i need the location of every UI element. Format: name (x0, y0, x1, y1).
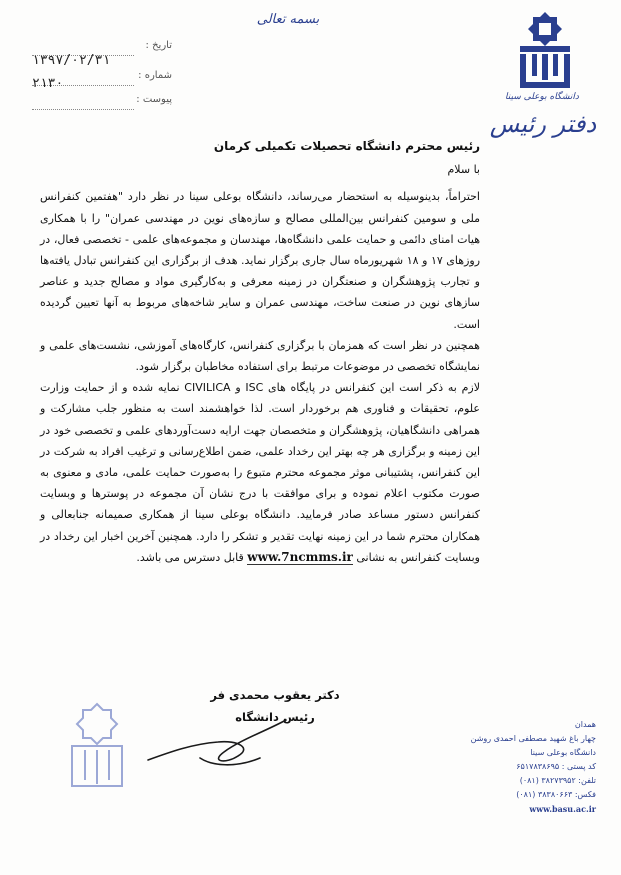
footer-university: دانشگاه بوعلی سینا (530, 748, 596, 757)
university-emblem-icon (512, 10, 578, 90)
office-title: دفتر رئیس (489, 110, 597, 138)
date-label: تاریخ : (145, 40, 172, 51)
attachment-row (22, 94, 172, 112)
request-text: لازم به ذکر است این کنفرانس در پایگاه های ISC و CIVILICA نمایه شده و از حمایت وزارت علوم، تحقیقات و فناوری هم برخوردار است. لذا خواهشمند است به منظور جلب مشارکت و همراهی دانشگاهیان، پژوهشگران و متخصصان جهت ارایه دست‌آوردهای علمی و تخصصی خود در این زمینه و برگزاری هر چه بهتر این رخداد علمی، ضمن اطلاع‌رسانی و ترغیب افراد به شرکت در این کنفرانس، پشتیبانی موثر مجموعه محترم متبوع را به‌صورت حمایت علمی، مادی و معنوی به صورت مکتوب اعلام نموده و برای موافقت با درج نشان آن مجموعه در پوسترها و وبسایت کنفرانس دستور مساعد صادر فرمایید. دانشگاه بوعلی سینا از همکاری صمیمانه جنابعالی و همکاران محترم شما در این زمینه نهایت تقدیر و تشکر را دارد. همچنین آخرین اخبار این رخداد در وبسایت کنفرانس به نشانی (40, 381, 480, 564)
paragraph-intro: احتراماً، بدینوسیله به استحضار می‌رساند، دانشگاه بوعلی سینا در نظر دارد "هفتمین کنفرانس ملی و سومین کنفرانس بین‌المللی مصالح و سازه‌های نوین در مهندسی عمران" را با همکاری هیات امنای دائمی و حمایت علمی دانشگاه‌ها، مهندسان و مجموعه‌های علمی - تخصصی فعال، در روزهای ۱۷ و ۱۸ شهریورماه سال جاری برگزار نماید. هدف از برگزاری این کنفرانس تبادل یافته‌ها و تجارب پژوهشگران و صنعتگران در زمینه معرفی و به‌کارگیری مواد و مصالح جدید و عناصر سازهای نوین در صنعت ساخت، مهندسی عمران و سایر شاخه‌های مربوط به آنها تعیین گردیده است. (40, 190, 481, 331)
footer-address (470, 718, 596, 816)
number-value: ۲۱۳۰ (32, 76, 64, 91)
university-seal-icon (62, 700, 132, 805)
dotted-line (32, 109, 134, 110)
footer-street: چهار باغ شهید مصطفی احمدی روشن (470, 734, 596, 743)
handwritten-signature (140, 712, 290, 772)
number-label: شماره : (138, 70, 172, 81)
footer-website[interactable]: www.basu.ac.ir (529, 804, 596, 814)
university-name: دانشگاه بوعلی سینا (505, 92, 579, 102)
footer-postal: کد پستی : ۶۵۱۷۸۳۸۶۹۵ (516, 762, 596, 771)
conference-link[interactable]: www.7ncmms.ir (247, 549, 353, 564)
footer-phone: تلفن: ۳۸۲۷۳۹۵۲ (۰۸۱) (519, 776, 596, 785)
recipient: رئیس محترم دانشگاه تحصیلات تکمیلی کرمان (213, 139, 480, 153)
signer-name: دکتر یعقوب محمدی فر (210, 688, 340, 702)
footer-fax: فکس: ۳۸۳۸۰۶۶۳ (۰۸۱) (516, 790, 596, 799)
bismillah: بسمه تعالی (256, 12, 320, 27)
salutation: با سلام (447, 163, 480, 177)
signer-title: رئیس دانشگاه (235, 710, 315, 724)
footer-city: همدان (574, 720, 596, 729)
request-tail: قابل دسترس می باشد. (136, 550, 244, 564)
date-value: ۱۳۹۷/۰۲/۳۱ (32, 53, 111, 68)
attachment-label: پیوست : (136, 94, 172, 105)
letter-body (40, 136, 480, 568)
paragraph-workshops: همچنین در نظر است که همزمان با برگزاری کنفرانس، کارگاه‌های آموزشی، نشست‌های علمی و نمایشگاه تخصصی در موضوعات مرتبط برای استفاده مخاطبان برگزار شود. (40, 338, 480, 374)
paragraph-request (40, 377, 480, 568)
